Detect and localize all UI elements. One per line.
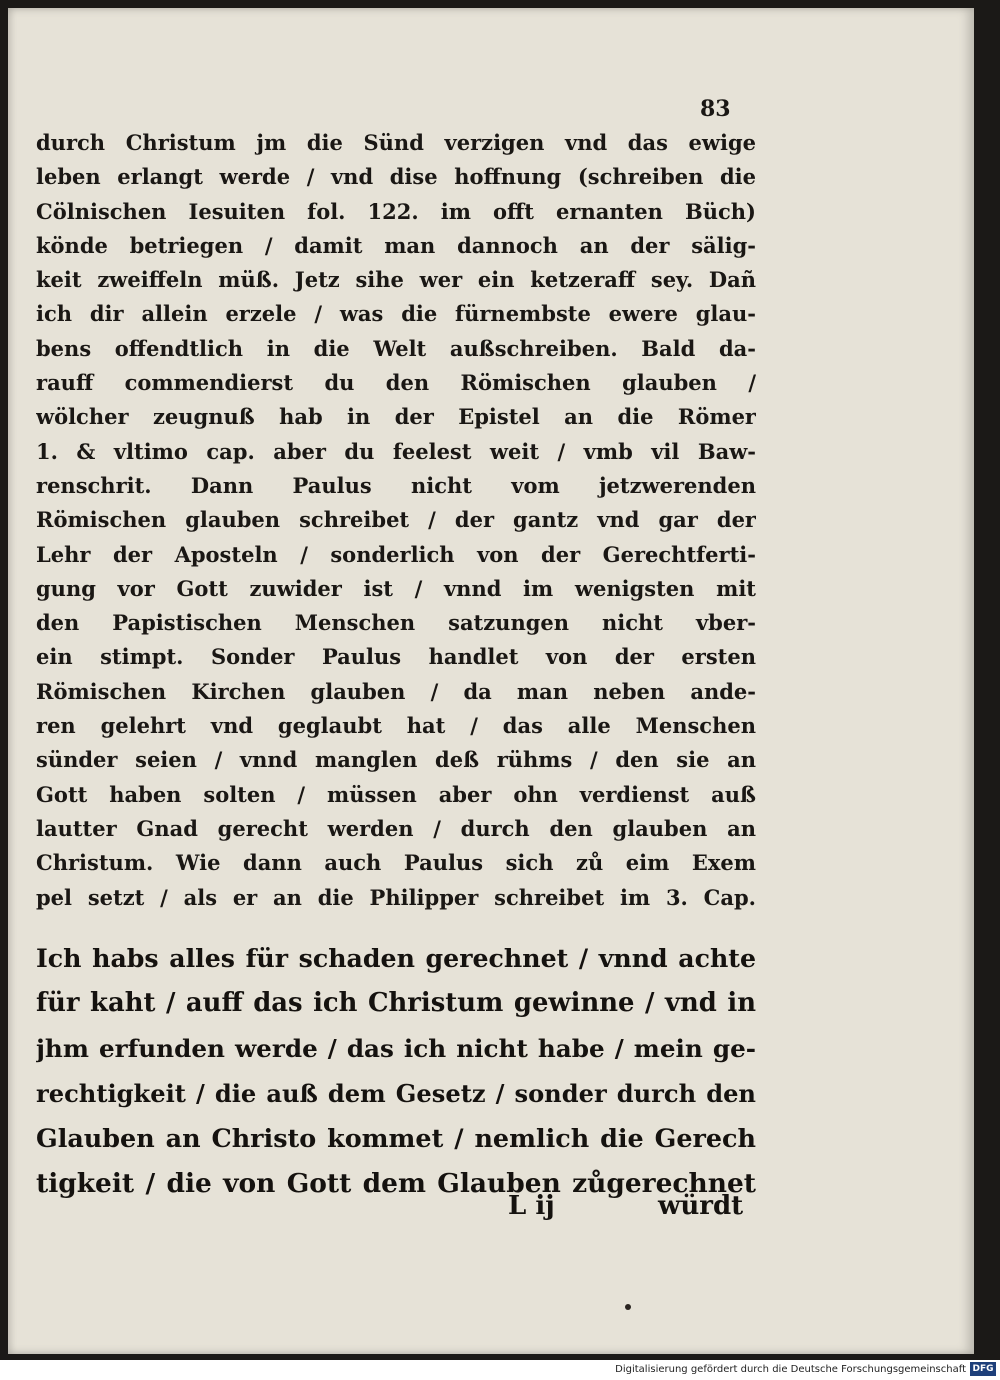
catchword: würdt	[658, 1191, 744, 1221]
text-line: keit zweiffeln müß. Jetz sihe wer ein ketzeraff sey. Dañ	[36, 267, 756, 293]
text-line: renschrit. Dann Paulus nicht vom jetzwerenden	[36, 472, 756, 498]
text-line: wölcher zeugnuß hab in der Epistel an die Römer	[36, 404, 756, 430]
text-line: Cölnischen Iesuiten fol. 122. im offt ernanten Büch)	[36, 198, 756, 224]
digitization-credit: Digitalisierung gefördert durch die Deutsche Forschungsgemeinschaft	[615, 1364, 966, 1375]
text-line: pel setzt / als er an die Philipper schreibet im 3. Cap.	[36, 884, 756, 910]
quote-line: jhm erfunden werde / das ich nicht habe / mein ge-	[36, 1034, 756, 1063]
text-line: könde betriegen / damit man dannoch an der sälig-	[36, 232, 756, 258]
text-line: den Papistischen Menschen satzungen nicht vber-	[36, 610, 756, 636]
quote-line: Glauben an Christo kommet / nemlich die Gerech	[36, 1123, 756, 1153]
dfg-logo: DFG	[970, 1362, 996, 1376]
text-line: 1. & vltimo cap. aber du feelest weit / vmb vil Baw-	[36, 438, 756, 464]
text-line: rauff commendierst du den Römischen glauben /	[36, 370, 756, 396]
quote-line: rechtigkeit / die auß dem Gesetz / sonder durch den	[36, 1079, 756, 1108]
text-line: lautter Gnad gerecht werden / durch den glauben an	[36, 815, 756, 841]
text-line: leben erlangt werde / vnd dise hoffnung (schreiben die	[36, 164, 756, 190]
text-line: durch Christum jm die Sünd verzigen vnd das ewige	[36, 130, 756, 155]
page-number: 83	[700, 96, 731, 122]
quote-line: für kaht / auff das ich Christum gewinne / vnd in	[36, 988, 756, 1018]
text-line: ein stimpt. Sonder Paulus handlet von der ersten	[36, 644, 756, 670]
text-line: ich dir allein erzele / was die fürnembste ewere glau-	[36, 301, 756, 327]
text-line: bens offendtlich in die Welt außschreiben. Bald da-	[36, 335, 756, 361]
printer-dot	[625, 1304, 631, 1310]
quote-line: tigkeit / die von Gott dem Glauben zůgerechnet	[36, 1168, 756, 1199]
text-line: sünder seien / vnnd manglen deß rühms / den sie an	[36, 747, 756, 773]
quote-line: Ich habs alles für schaden gerechnet / vnnd achte	[36, 943, 756, 973]
book-page	[8, 8, 974, 1354]
text-line: Römischen Kirchen glauben / da man neben ande-	[36, 678, 756, 704]
text-line: Römischen glauben schreibet / der gantz vnd gar der	[36, 507, 756, 533]
body-text	[36, 126, 756, 915]
text-line: ren gelehrt vnd geglaubt hat / das alle Menschen	[36, 713, 756, 739]
text-line: gung vor Gott zuwider ist / vnnd im wenigsten mit	[36, 575, 756, 601]
text-line: Gott haben solten / müssen aber ohn verdienst auß	[36, 781, 756, 807]
text-line: Christum. Wie dann auch Paulus sich zů eim Exem	[36, 850, 756, 876]
quote-block	[36, 936, 756, 1206]
signature-mark: L ij	[508, 1191, 555, 1221]
text-line: Lehr der Aposteln / sonderlich von der Gerechtferti-	[36, 541, 756, 567]
